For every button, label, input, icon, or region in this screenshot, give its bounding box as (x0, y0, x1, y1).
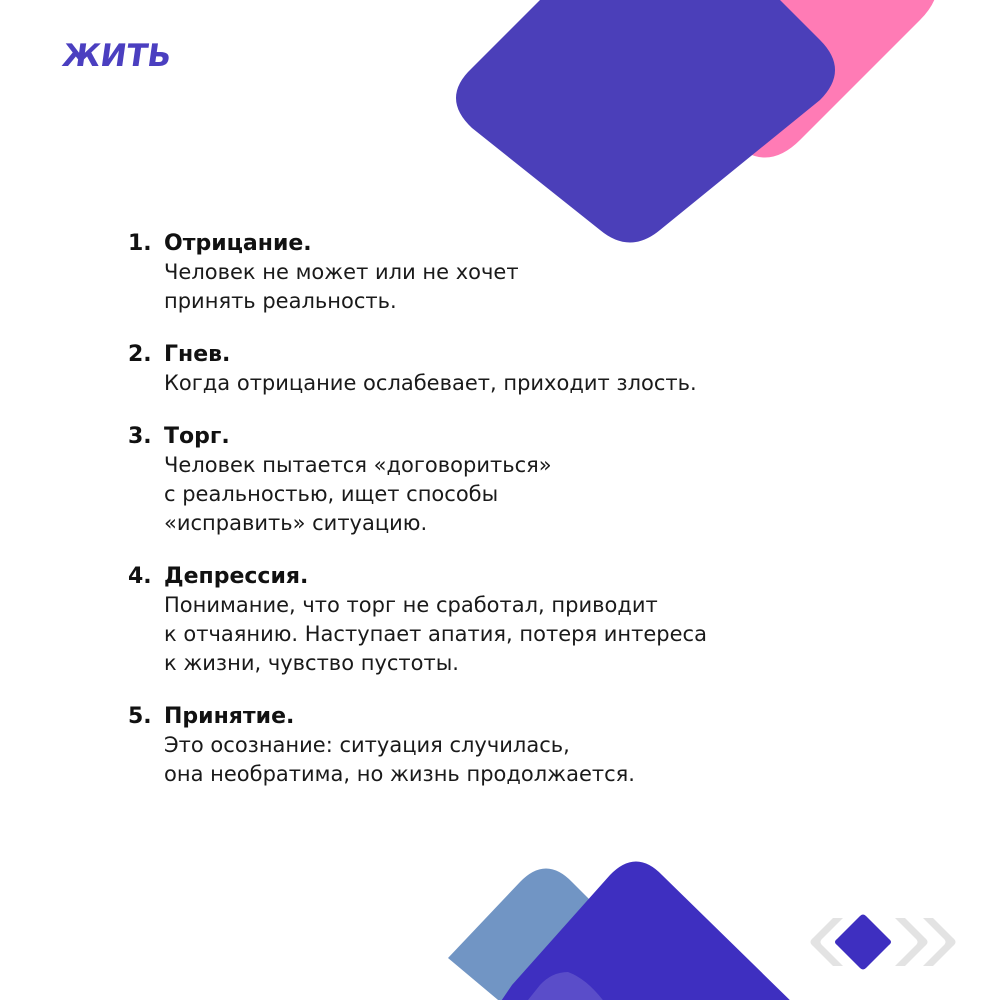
description-line: она необратима, но жизнь продолжается. (164, 762, 635, 786)
stage-item-5 (128, 702, 928, 789)
description-line: с реальностью, ищет способы (164, 482, 499, 506)
violet-diamond-shape (456, 0, 835, 243)
stage-title (128, 422, 928, 451)
stage-number: 4. (128, 564, 152, 589)
stage-item-4 (128, 562, 928, 678)
stage-number: 3. (128, 424, 152, 449)
description-line: к отчаянию. Наступает апатия, потеря интереса (164, 622, 707, 646)
stage-description (164, 731, 928, 789)
stage-title (128, 229, 928, 258)
stage-number: 1. (128, 231, 152, 256)
stage-name: Отрицание. (164, 231, 312, 256)
stage-description (164, 369, 928, 398)
stage-description (164, 258, 928, 316)
stage-title (128, 562, 928, 591)
stage-item-2 (128, 340, 928, 398)
brand-logo: ЖИТЬ (60, 38, 174, 74)
description-line: Понимание, что торг не сработал, приводит (164, 593, 658, 617)
description-line: Человек не может или не хочет (164, 260, 519, 284)
stage-item-1 (128, 229, 928, 316)
stage-description (164, 451, 928, 538)
carousel-nav (805, 912, 965, 972)
current-slide-indicator-icon (835, 915, 891, 970)
stage-name: Депрессия. (164, 564, 309, 589)
stage-description (164, 591, 928, 678)
stage-title (128, 340, 928, 369)
stage-name: Принятие. (164, 704, 295, 729)
next-arrow-icon[interactable] (895, 918, 956, 966)
description-line: «исправить» ситуацию. (164, 511, 428, 535)
stages-list (128, 229, 928, 813)
description-line: Это осознание: ситуация случилась, (164, 733, 570, 757)
stage-number: 2. (128, 342, 152, 367)
stage-number: 5. (128, 704, 152, 729)
description-line: Когда отрицание ослабевает, приходит злость. (164, 371, 697, 395)
description-line: к жизни, чувство пустоты. (164, 651, 459, 675)
stage-item-3 (128, 422, 928, 538)
stage-name: Торг. (164, 424, 230, 449)
description-line: принять реальность. (164, 289, 397, 313)
stage-name: Гнев. (164, 342, 231, 367)
stage-title (128, 702, 928, 731)
description-line: Человек пытается «договориться» (164, 453, 552, 477)
